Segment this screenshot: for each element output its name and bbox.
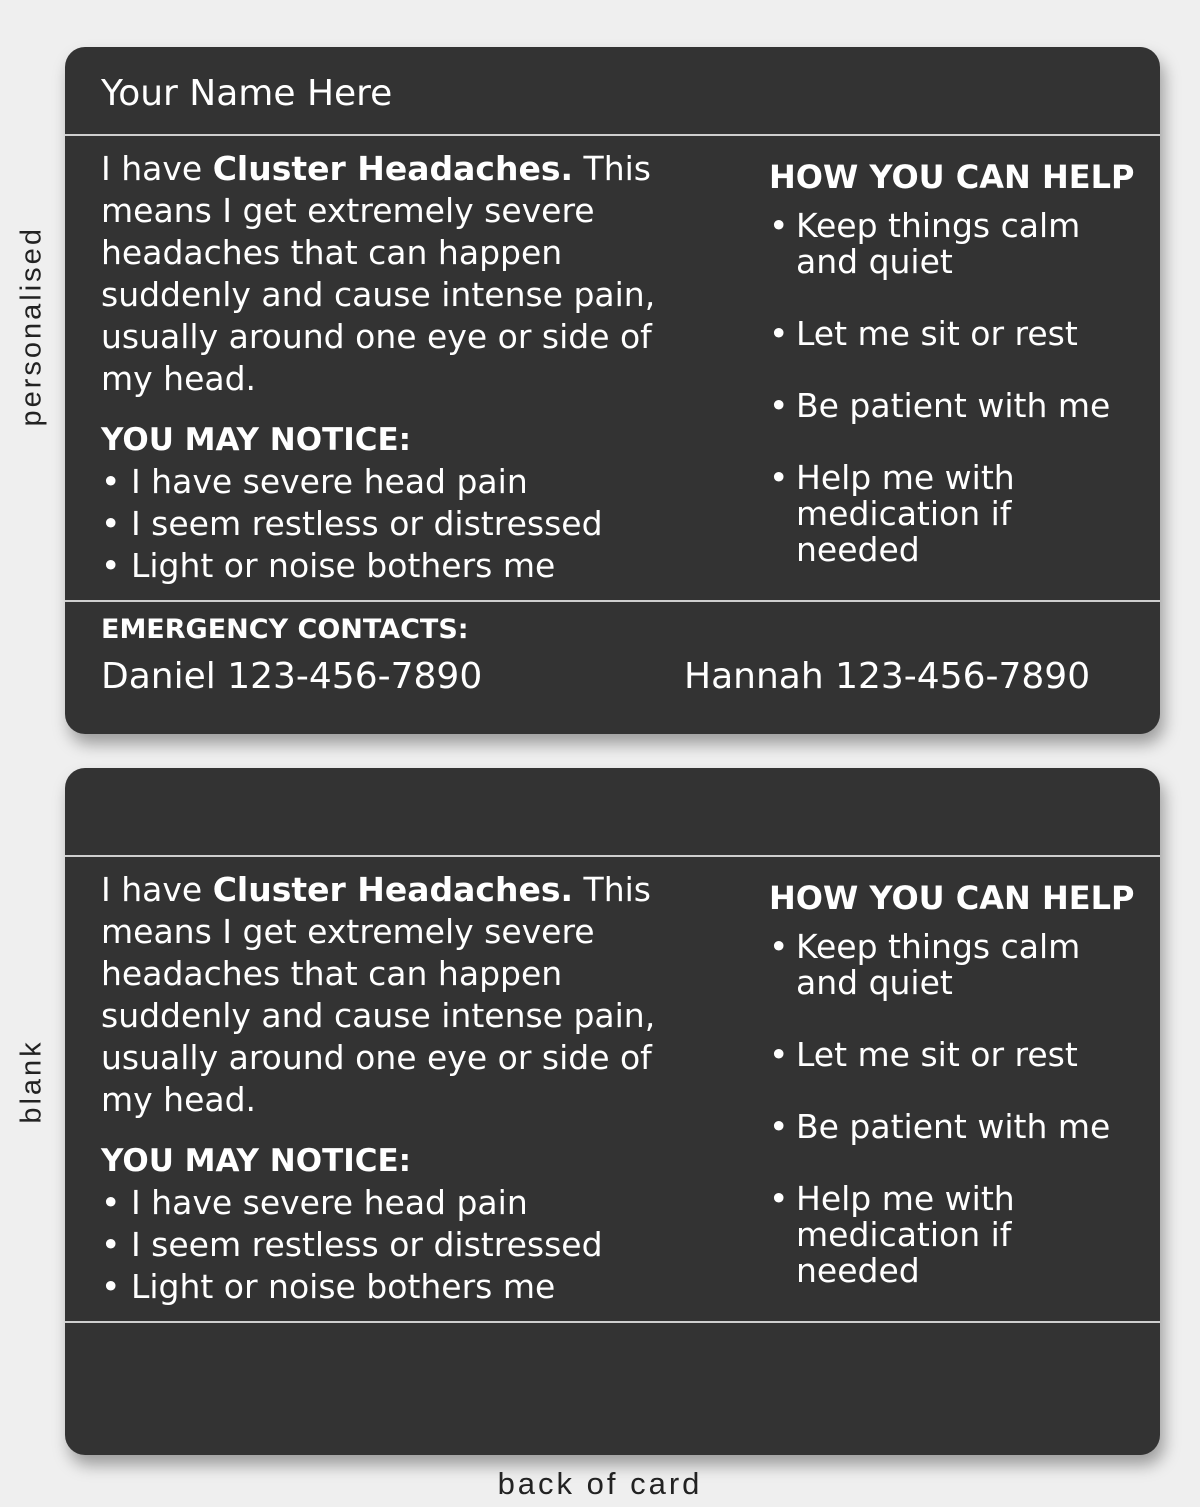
condition-name: Cluster Headaches. [212,149,574,188]
notice-item: • Light or noise bothers me [101,546,556,585]
help-heading: HOW YOU CAN HELP [769,158,1135,196]
notice-heading: YOU MAY NOTICE: [101,1143,412,1179]
notice-item: • I seem restless or distressed [101,1225,603,1264]
emergency-contact: Hannah 123-456-7890 [684,656,1091,697]
help-list [769,929,1129,1325]
help-list [769,208,1129,604]
help-item: • Be patient with me [769,388,1129,424]
help-item: • Let me sit or rest [769,1037,1129,1073]
back-of-card-label: back of card [497,1466,703,1501]
help-item: • Let me sit or rest [769,316,1129,352]
notice-heading: YOU MAY NOTICE: [101,422,412,458]
blank-label: blank [15,1039,48,1124]
emergency-section [65,1323,1160,1455]
card-info-section [65,857,1160,1323]
blank-card [65,768,1160,1455]
condition-description [101,148,661,400]
intro-prefix: I have [101,870,213,909]
help-item: • Help me with medication if needed [769,1181,1129,1289]
notice-item: • Light or noise bothers me [101,1267,556,1306]
card-holder-name: Your Name Here [101,73,393,114]
card-info-section [65,136,1160,602]
intro-prefix: I have [101,149,213,188]
help-item: • Help me with medication if needed [769,460,1129,568]
card-name-section [65,47,1160,136]
help-item: • Keep things calm and quiet [769,929,1129,1001]
notice-list [101,1182,603,1308]
intro-text: This means I get extremely severe headaches that can happen suddenly and cause intense pain, usually around one eye or side of my head. [101,149,656,398]
help-item: • Be patient with me [769,1109,1129,1145]
help-item: • Keep things calm and quiet [769,208,1129,280]
intro-text: This means I get extremely severe headaches that can happen suddenly and cause intense pain, usually around one eye or side of my head. [101,870,656,1119]
personalised-card [65,47,1160,734]
notice-item: • I have severe head pain [101,1183,528,1222]
card-name-section [65,768,1160,857]
notice-list [101,461,603,587]
help-heading: HOW YOU CAN HELP [769,879,1135,917]
notice-item: • I seem restless or distressed [101,504,603,543]
emergency-section [65,602,1160,734]
personalised-label: personalised [15,226,48,427]
emergency-heading: EMERGENCY CONTACTS: [101,614,469,645]
condition-name: Cluster Headaches. [212,870,574,909]
notice-item: • I have severe head pain [101,462,528,501]
condition-description [101,869,661,1121]
emergency-contact: Daniel 123-456-7890 [101,656,483,697]
